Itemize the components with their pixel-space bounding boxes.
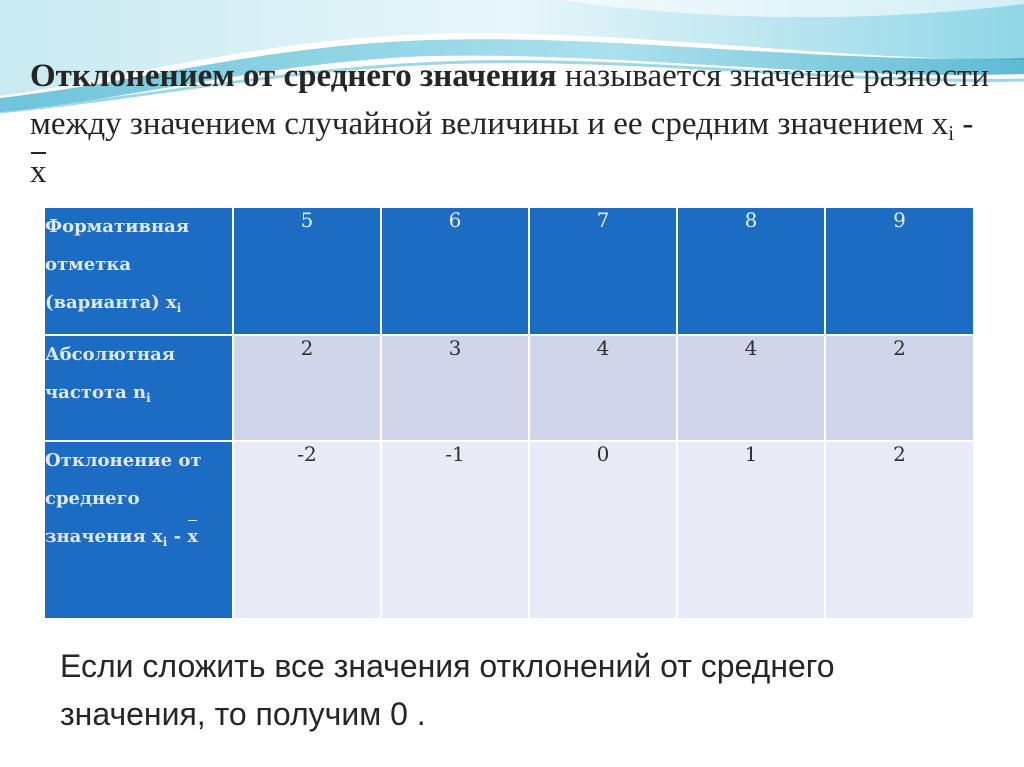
table-row [44, 441, 974, 619]
table-cell: 2 [233, 335, 381, 441]
table-cell: 3 [381, 335, 529, 441]
table-cell: -1 [381, 441, 529, 619]
table-cell: 0 [529, 441, 677, 619]
row-header-deviation: Отклонение от среднего значения $x_i$ - x [44, 441, 233, 619]
term-label: Отклонением от среднего значения [30, 58, 557, 94]
table-cell: 6 [381, 207, 529, 335]
table-cell: 4 [529, 335, 677, 441]
mean-x-bar: x [187, 518, 198, 556]
table-cell: 7 [529, 207, 677, 335]
table-cell: 9 [825, 207, 974, 335]
minus-sign: - [954, 106, 974, 142]
table-row [44, 335, 974, 441]
table-cell: 2 [825, 335, 974, 441]
table-cell: -2 [233, 441, 381, 619]
table-row [44, 207, 974, 335]
table-cell: 4 [677, 335, 825, 441]
table-cell: 8 [677, 207, 825, 335]
table-cell: 5 [233, 207, 381, 335]
table-cell: 2 [825, 441, 974, 619]
definition-text: называется значение разности между значением случайной величины и ее средним значением x [30, 58, 990, 142]
frequency-table [43, 206, 975, 620]
row-header-frequency: Абсолютная частота $n_i$ [44, 335, 233, 441]
subscript-i: i [948, 121, 955, 145]
row-header-variant: Формативная отметка (варианта) $x_i$ [44, 207, 233, 335]
mean-x-bar: x [30, 148, 47, 196]
definition-heading [30, 52, 990, 196]
conclusion-text: Если сложить все значения отклонений от среднего значения, то получим 0 . [60, 648, 835, 732]
table-cell: 1 [677, 441, 825, 619]
